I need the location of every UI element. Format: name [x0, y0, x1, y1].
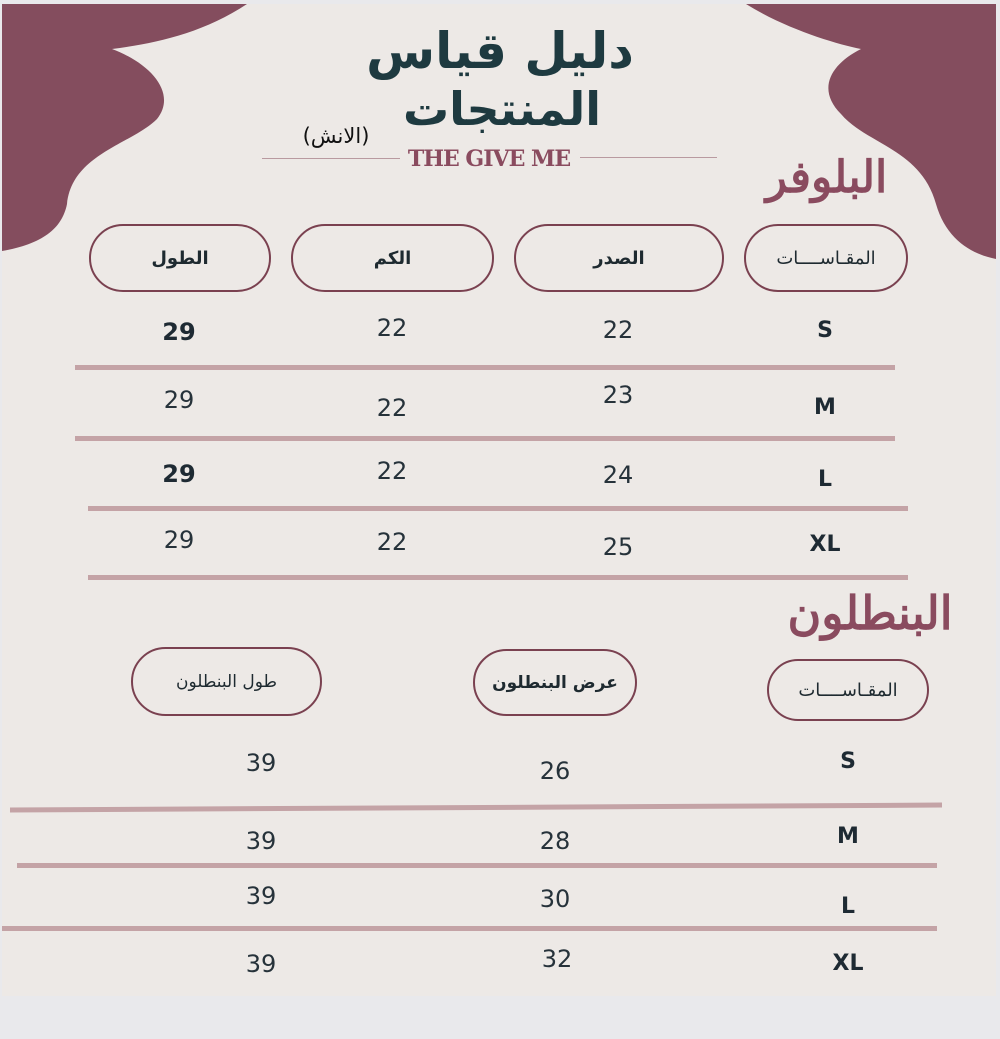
sweater-size-s: S — [817, 318, 833, 343]
sweater-header-length: الطول — [89, 224, 271, 292]
row-divider — [75, 365, 895, 370]
pants-header-width: عرض البنطلون — [473, 649, 637, 716]
size-guide-card — [2, 4, 996, 996]
sweater-sleeve-s: 22 — [376, 314, 408, 342]
brand-line-right — [580, 157, 717, 158]
sweater-sleeve-l: 22 — [376, 457, 408, 485]
row-divider — [17, 863, 937, 868]
pants-size-m: M — [837, 824, 859, 849]
row-divider — [10, 803, 942, 813]
page-title-line1: دليل قياس — [366, 22, 634, 80]
row-divider — [88, 575, 908, 580]
sweater-chest-m: 23 — [602, 381, 634, 409]
pants-size-l: L — [840, 894, 856, 919]
pants-header-size: المقـاســــات — [767, 659, 929, 721]
unit-note: (الانش) — [302, 124, 370, 148]
sweater-chest-l: 24 — [602, 461, 634, 489]
sweater-header-size: المقـاســــات — [744, 224, 908, 292]
sweater-length-xl: 29 — [163, 526, 195, 554]
pants-width-l: 30 — [539, 885, 571, 913]
sweater-chest-xl: 25 — [602, 533, 634, 561]
pants-size-xl: XL — [832, 951, 864, 976]
row-divider — [88, 506, 908, 511]
top-left-decoration — [2, 4, 262, 254]
sweater-header-sleeve: الكم — [291, 224, 494, 292]
pants-header-length: طول البنطلون — [131, 647, 322, 716]
pants-width-m: 28 — [539, 827, 571, 855]
sweater-sleeve-m: 22 — [376, 394, 408, 422]
pants-length-l: 39 — [245, 882, 277, 910]
pants-size-s: S — [840, 749, 856, 774]
page-title-line2: المنتجات — [402, 82, 602, 136]
sweater-chest-s: 22 — [602, 316, 634, 344]
sweater-size-xl: XL — [809, 532, 841, 557]
sweater-section-title: البلوفر — [765, 152, 888, 203]
brand-line-left — [262, 158, 400, 159]
row-divider — [75, 436, 895, 441]
sweater-length-l: 29 — [162, 460, 196, 488]
sweater-length-s: 29 — [162, 318, 196, 346]
pants-section-title: البنطلون — [787, 586, 953, 640]
pants-width-s: 26 — [539, 757, 571, 785]
sweater-length-m: 29 — [163, 386, 195, 414]
pants-length-s: 39 — [245, 749, 277, 777]
pants-length-xl: 39 — [245, 950, 277, 978]
sweater-sleeve-xl: 22 — [376, 528, 408, 556]
brand-name: THE GIVE ME — [407, 146, 571, 172]
pants-width-xl: 32 — [541, 945, 573, 973]
sweater-size-m: M — [814, 395, 836, 420]
sweater-header-chest: الصدر — [514, 224, 724, 292]
sweater-size-l: L — [817, 467, 833, 492]
pants-length-m: 39 — [245, 827, 277, 855]
row-divider — [2, 926, 937, 931]
